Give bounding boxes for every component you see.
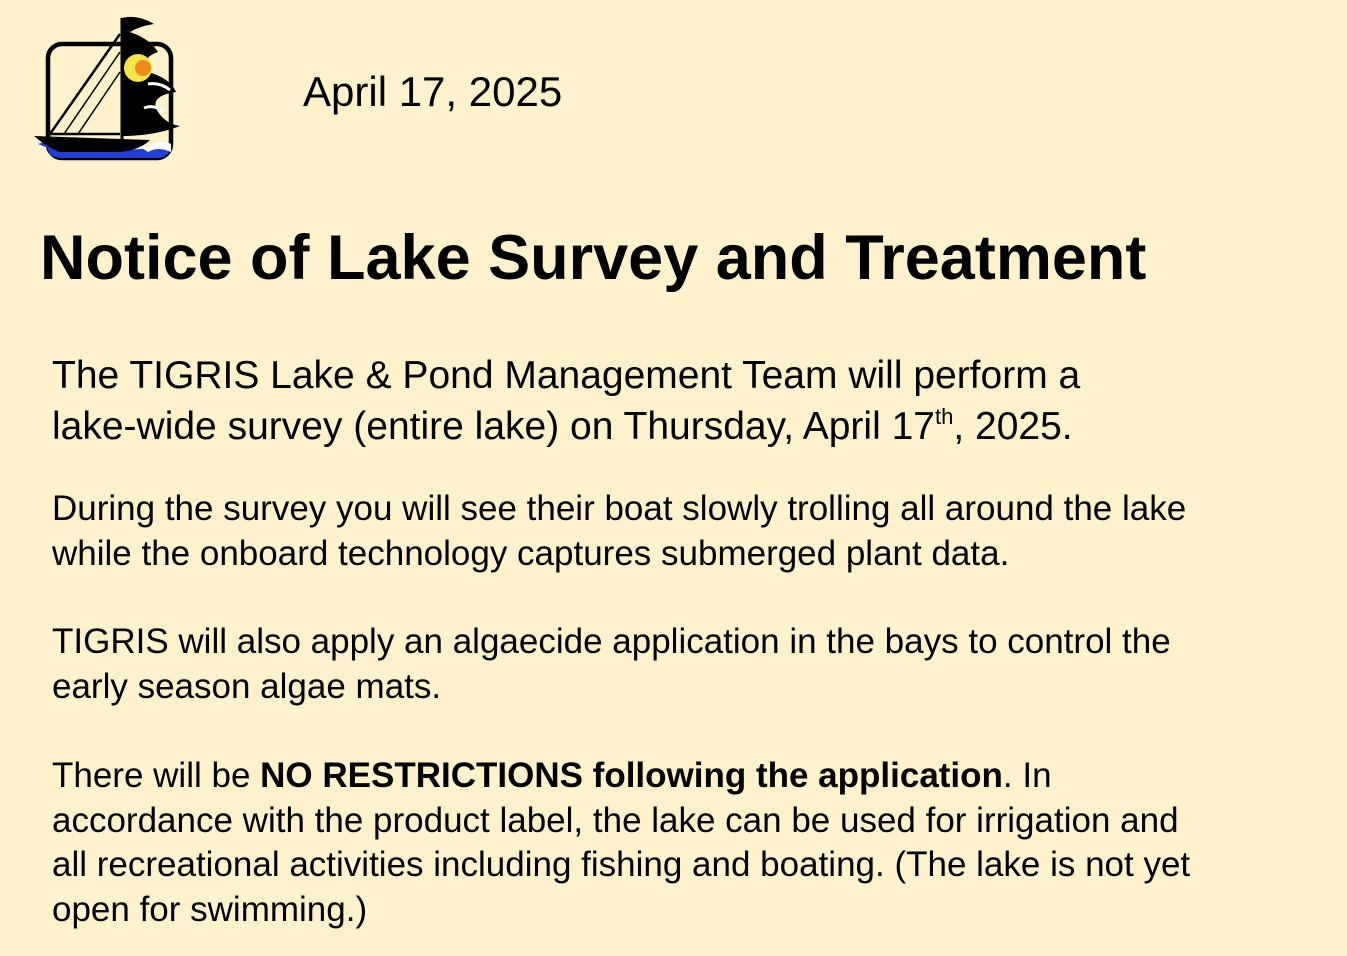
intro-line: The TIGRIS Lake & Pond Management Team will perform a (52, 354, 1081, 397)
intro-paragraph (52, 350, 1312, 452)
paragraph-line: all recreational activities including fishing and boating. (The lake is not yet (52, 845, 1191, 884)
algaecide-paragraph (52, 620, 1332, 709)
paragraph-line: accordance with the product label, the lake can be used for irrigation and (52, 800, 1179, 840)
restrictions-paragraph (52, 754, 1332, 932)
notice-date: April 17, 2025 (303, 68, 563, 115)
intro-text: , 2025. (953, 405, 1073, 448)
paragraph-line: early season algae mats. (52, 666, 442, 706)
no-restrictions-emphasis: NO RESTRICTIONS following the application (260, 756, 1003, 795)
ordinal-suffix: th (934, 404, 954, 429)
page-title: Notice of Lake Survey and Treatment (40, 223, 1147, 293)
paragraph-text: There will be (52, 756, 261, 795)
intro-text: lake-wide survey (entire lake) on Thursday, April 17 (52, 405, 935, 448)
paragraph-line: while the onboard technology captures submerged plant data. (52, 533, 1010, 573)
survey-paragraph (52, 487, 1332, 576)
intro-line (52, 401, 1312, 452)
paragraph-text: . In (1002, 756, 1052, 795)
paragraph-line: TIGRIS will also apply an algaecide application in the bays to control the (52, 622, 1171, 661)
paragraph-line: open for swimming.) (52, 889, 368, 929)
paragraph-line (52, 754, 1332, 799)
paragraph-line: During the survey you will see their boat slowly trolling all around the lake (52, 489, 1187, 528)
sailboat-logo-icon (30, 12, 190, 167)
